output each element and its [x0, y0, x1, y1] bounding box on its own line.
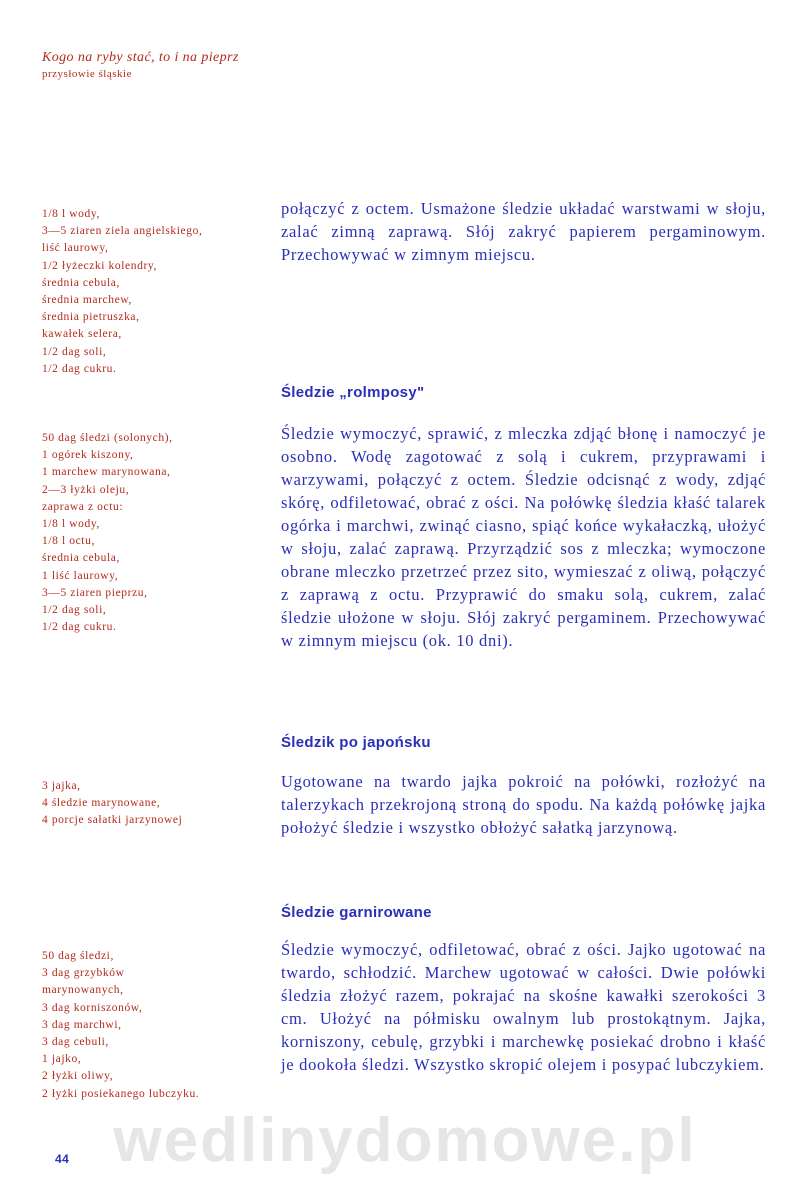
ingredient-item: 4 porcje sałatki jarzynowej [42, 814, 183, 827]
ingredient-item: 3 dag marchwi, [42, 1018, 122, 1031]
ingredient-item: kawałek selera, [42, 328, 122, 341]
recipe-heading-japonsku: Śledzik po japońsku [281, 734, 431, 751]
watermark: wedlinydomowe.pl [113, 1106, 697, 1175]
recipe-text-1: połączyć z octem. Usmażone śledzie układać warstwami w słoju, zalać zimną zaprawą. Słój zakryć papierem pergaminowym. Przechowywać w zimnym miejscu. [281, 199, 766, 264]
ingredient-item: 3—5 ziaren ziela angielskiego, [42, 225, 203, 238]
ingredient-item: 1 liść laurowy, [42, 569, 119, 582]
ingredient-item: 1/2 dag cukru. [42, 362, 117, 375]
recipe-heading-garnirowane: Śledzie garnirowane [281, 904, 432, 921]
ingredient-item: średnia pietruszka, [42, 311, 140, 324]
ingredient-item: 50 dag śledzi, [42, 950, 114, 962]
page-number: 44 [55, 1152, 70, 1166]
recipe-text-4: Śledzie wymoczyć, odfiletować, obrać z ości. Jajko ugotować na twardo, schłodzić. Marchew ugotować w całości. Dwie połówki śledzia złożyć razem, pokrajać na skośne kawałki szerokości 3 cm. Ułożyć na półmisku owalnym lub prostokątnym. Jajka, korniszony, cebulę, grzybki i marchewkę posiekać drobno i kłaść je dookoła śledzi. Wszystko skropić olejem i posypać lubczykiem. [281, 940, 766, 1074]
recipe-text-3: Ugotowane na twardo jajka pokroić na połówki, rozłożyć na talerzykach przekrojoną stroną do spodu. Na każdą połówkę jajka położyć śledzie i wszystko obłożyć sałatką jarzynową. [281, 772, 766, 837]
ingredient-item: 4 śledzie marynowane, [42, 797, 161, 810]
ingredient-item: średnia cebula, [42, 552, 120, 565]
ingredient-item: 3 dag grzybków [42, 967, 125, 980]
ingredient-item: liść laurowy, [42, 242, 109, 255]
ingredient-item: zaprawa z octu: [42, 500, 124, 513]
ingredient-item: 2 łyżki posiekanego lubczyku. [42, 1087, 200, 1100]
ingredient-item: 3 dag cebuli, [42, 1036, 109, 1049]
ingredients-list-2 [42, 430, 277, 636]
ingredients-list-1 [42, 206, 277, 378]
ingredient-item: 1/2 łyżeczki kolendry, [42, 259, 157, 272]
ingredient-item: 2—3 łyżki oleju, [42, 483, 130, 496]
ingredient-item: 1/8 l wody, [42, 208, 100, 220]
ingredient-item: 1 jajko, [42, 1053, 82, 1066]
ingredients-list-4 [42, 948, 277, 1103]
ingredients-list-3 [42, 778, 277, 830]
ingredient-item: marynowanych, [42, 984, 124, 997]
ingredient-item: 1/8 l octu, [42, 535, 95, 548]
recipe-text-2: Śledzie wymoczyć, sprawić, z mleczka zdjąć błonę i namoczyć je osobno. Wodę zagotować z solą i cukrem, przyprawami i warzywami, połączyć z octem. Śledzie odcisnąć z wody, zdjąć skórę, odfiletować, obrać z ości. Na połówkę śledzia kłaść talarek ogórka i marchwi, zwinąć ciasno, spiąć końce wykałaczką, ułożyć w słoju, zalać zaprawą. Przyrządzić sos z mleczka; wymoczone obrane mleczko przetrzeć przez sito, wymieszać z oliwą, połączyć z zaprawą z octu. Przyprawić do smaku solą, cukrem, zalać śledzie ułożone w słoju. Słój zakryć pergaminem. Przechowywać w zimnym miejscu (ok. 10 dni). [281, 424, 766, 650]
ingredient-item: 1 ogórek kiszony, [42, 449, 134, 462]
ingredient-item: średnia cebula, [42, 276, 120, 289]
ingredient-item: 1/2 dag soli, [42, 345, 107, 358]
ingredient-item: 3—5 ziaren pieprzu, [42, 586, 148, 599]
motto-quote: Kogo na ryby stać, to i na pieprz [42, 50, 239, 65]
motto-source: przysłowie śląskie [42, 68, 132, 80]
recipe-heading-rolmopsy: Śledzie „rolmposy" [281, 384, 425, 401]
ingredient-item: 50 dag śledzi (solonych), [42, 432, 173, 444]
ingredient-item: 1/2 dag soli, [42, 604, 107, 617]
ingredient-item: 3 jajka, [42, 780, 81, 792]
ingredient-item: średnia marchew, [42, 294, 132, 307]
ingredient-item: 1/2 dag cukru. [42, 621, 117, 634]
ingredient-item: 1 marchew marynowana, [42, 466, 171, 479]
ingredient-item: 3 dag korniszonów, [42, 1001, 143, 1014]
ingredient-item: 2 łyżki oliwy, [42, 1070, 114, 1083]
ingredient-item: 1/8 l wody, [42, 518, 100, 531]
